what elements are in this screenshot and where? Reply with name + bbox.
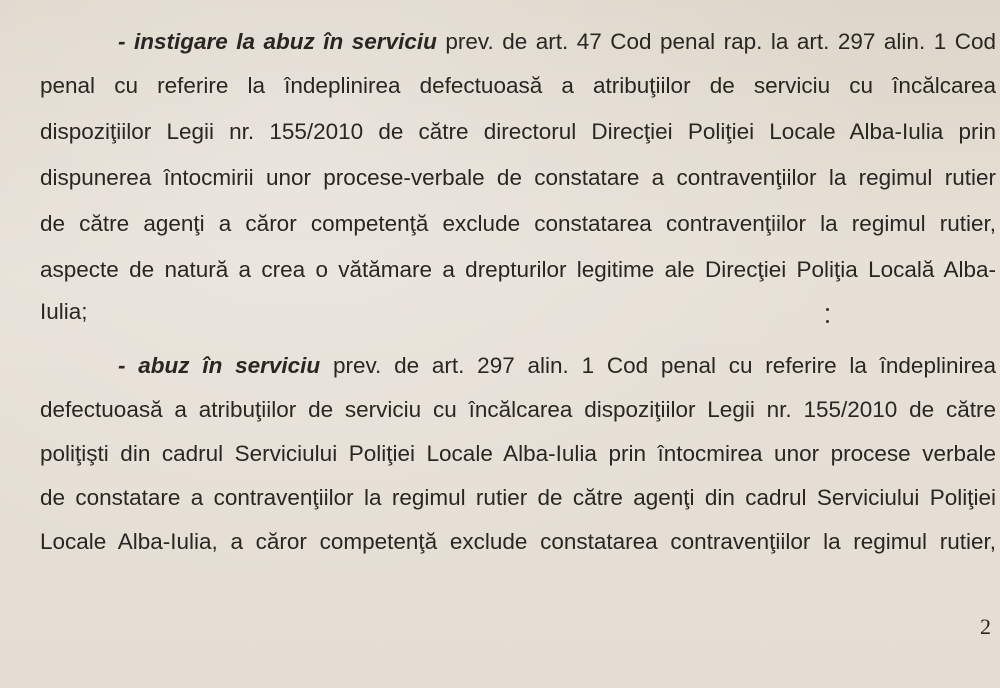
paragraph-1-line-5: de către agenţi a căror competenţă exclude constatarea contravenţiilor la regimul rutier, [40, 211, 996, 236]
ink-speck [826, 308, 829, 311]
paragraph-1-line-4: dispunerea întocmirii unor procese-verbale de constatare a contravenţiilor la regimul rutier [40, 165, 996, 190]
paragraph-2-line-5: Locale Alba-Iulia, a căror competenţă exclude constatarea contravenţiilor la regimul rutier, [40, 529, 996, 554]
paragraph-1-line-6: aspecte de natură a crea o vătămare a drepturilor legitime ale Direcţiei Poliţia Locală Alba- [40, 257, 996, 282]
paragraph-2-text: prev. de art. 297 alin. 1 Cod penal cu referire la îndeplinirea [320, 353, 996, 378]
paragraph-2-lead: - abuz în serviciu [118, 353, 321, 378]
paragraph-2-line-2: defectuoasă a atribuţiilor de serviciu cu încălcarea dispoziţiilor Legii nr. 155/2010 de către [40, 397, 996, 422]
paragraph-2-line-3: poliţişti din cadrul Serviciului Poliţiei Locale Alba-Iulia prin întocmirea unor procese verbale [40, 441, 996, 466]
paragraph-1-line-3: dispoziţiilor Legii nr. 155/2010 de către directorul Direcţiei Poliţiei Locale Alba-Iulia prin [40, 119, 996, 144]
paragraph-1-text: prev. de art. 47 Cod penal rap. la art. 297 alin. 1 Cod [436, 29, 996, 54]
paragraph-1-lead: - instigare la abuz în serviciu [118, 29, 437, 54]
paragraph-2-line-1 [118, 352, 996, 380]
page-number: 2 [980, 614, 991, 639]
paragraph-2-line-4: de constatare a contravenţiilor la regimul rutier de către agenţi din cadrul Serviciului Poliţiei [40, 485, 996, 510]
paragraph-1-line-1 [118, 28, 996, 56]
ink-speck [826, 320, 829, 323]
paragraph-1-line-2: penal cu referire la îndeplinirea defectuoasă a atribuţiilor de serviciu cu încălcarea [40, 73, 996, 98]
paragraph-1-line-7: Iulia; [40, 299, 88, 324]
